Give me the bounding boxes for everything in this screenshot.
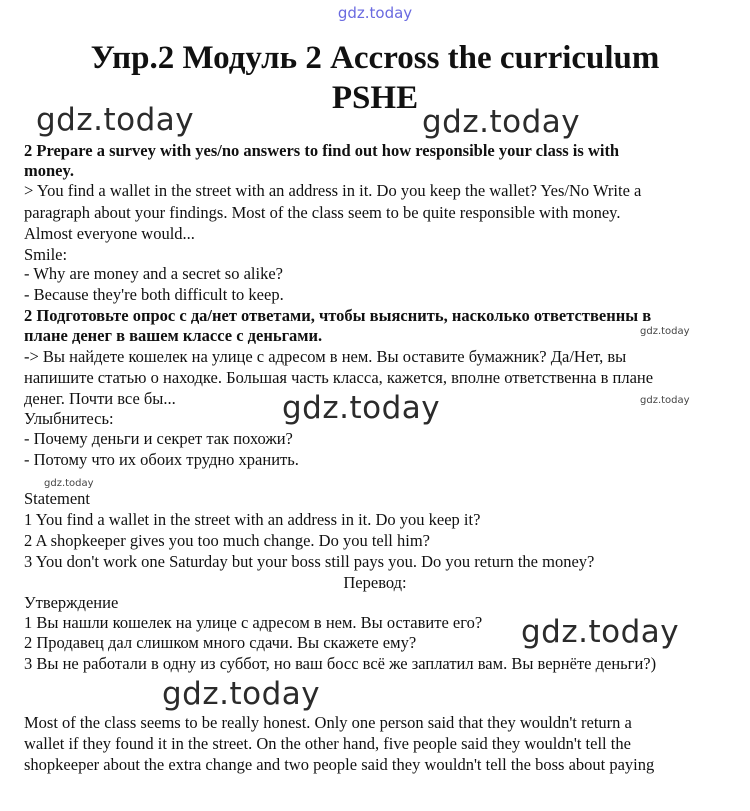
watermark: gdz.today	[521, 614, 680, 650]
findings-paragraph: wallet if they found it in the street. On the other hand, five people said they wouldn't tell the	[24, 734, 631, 753]
task-text-ru: -> Вы найдете кошелек на улице с адресом в нем. Вы оставите бумажник? Да/Нет, вы	[24, 347, 627, 366]
statement-item: 1 You find a wallet in the street with an address in it. Do you keep it?	[24, 510, 481, 529]
statement-item-ru: 3 Вы не работали в одну из суббот, но ваш босс всё же заплатил вам. Вы вернёте деньги?)	[24, 654, 657, 673]
watermark-small: gdz.today	[44, 478, 94, 489]
joke-question: - Why are money and a secret so alike?	[24, 264, 283, 283]
watermark: gdz.today	[422, 104, 581, 140]
task-heading-en: 2 Prepare a survey with yes/no answers to find out how responsible your class is with	[24, 141, 620, 160]
joke-answer: - Because they're both difficult to keep.	[24, 285, 284, 304]
task-text-en: > You find a wallet in the street with an address in it. Do you keep the wallet? Yes/No Write a	[24, 181, 642, 200]
statement-item: 2 A shopkeeper gives you too much change. Do you tell him?	[24, 531, 431, 550]
findings-paragraph: Most of the class seems to be really honest. Only one person said that they wouldn't return a	[24, 713, 632, 732]
smile-label-ru: Улыбнитесь:	[24, 409, 114, 428]
watermark-top: gdz.today	[337, 4, 413, 22]
joke-question-ru: - Почему деньги и секрет так похожи?	[24, 429, 293, 448]
task-text-en: paragraph about your findings. Most of the class seem to be quite responsible with money.	[24, 203, 621, 222]
smile-label: Smile:	[24, 245, 68, 264]
watermark: gdz.today	[36, 102, 195, 138]
page-title: Упр.2 Модуль 2 Accross the curriculum	[90, 40, 660, 76]
watermark-small: gdz.today	[640, 395, 690, 406]
task-heading-ru: 2 Подготовьте опрос с да/нет ответами, чтобы выяснить, насколько ответственны в	[24, 306, 652, 325]
task-text-en: Almost everyone would...	[24, 224, 195, 243]
translation-label: Перевод:	[343, 573, 407, 592]
findings-paragraph: shopkeeper about the extra change and two people said they wouldn't tell the boss about paying	[24, 755, 655, 774]
statement-item: 3 You don't work one Saturday but your boss still pays you. Do you return the money?	[24, 552, 595, 571]
watermark-small: gdz.today	[640, 326, 690, 337]
task-heading-ru-cont: плане денег в вашем классе с деньгами.	[24, 326, 323, 345]
watermark: gdz.today	[162, 676, 321, 712]
page-subtitle: PSHE	[331, 80, 419, 116]
watermark: gdz.today	[282, 390, 441, 426]
task-text-ru: напишите статью о находке. Большая часть класса, кажется, вполне ответственна в плане	[24, 368, 654, 387]
task-text-ru: денег. Почти все бы...	[24, 389, 176, 408]
statement-heading: Statement	[24, 489, 90, 508]
statement-item-ru: 1 Вы нашли кошелек на улице с адресом в нем. Вы оставите его?	[24, 613, 483, 632]
statement-item-ru: 2 Продавец дал слишком много сдачи. Вы скажете ему?	[24, 633, 417, 652]
joke-answer-ru: - Потому что их обоих трудно хранить.	[24, 450, 299, 469]
task-heading-en-cont: money.	[24, 161, 74, 180]
statement-heading-ru: Утверждение	[24, 593, 119, 612]
